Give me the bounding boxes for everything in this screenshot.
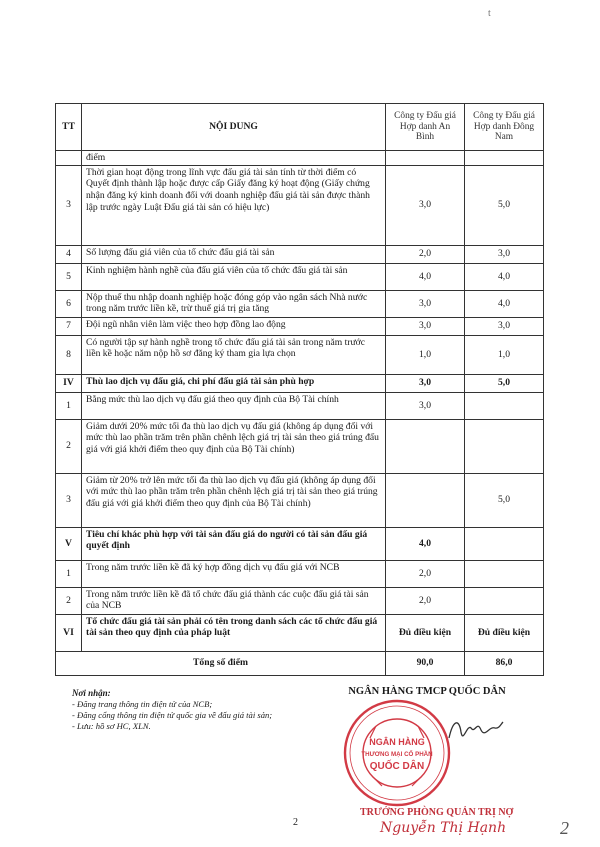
row-content: Giảm dưới 20% mức tối đa thù lao dịch vụ đấu giá (không áp dụng đối với mức thù lao phần trăm trên phần chênh lệch giá trị tài sản theo giá trúng đấu giá với giá khởi điểm theo quy định của Bộ Tài chính) xyxy=(82,419,386,473)
table-header-row xyxy=(56,104,544,151)
header-company-2: Công ty Đấu giá Hợp danh Đông Nam xyxy=(465,104,544,151)
recipient-line-2: - Đăng cổng thông tin điện tử quốc gia về đấu giá tài sản; xyxy=(72,709,273,720)
row-score-company-1: 3,0 xyxy=(386,392,465,419)
row-score-company-1: 1,0 xyxy=(386,335,465,374)
row-number: V xyxy=(56,527,82,560)
row-content: Tổ chức đấu giá tài sản phải có tên trong danh sách các tổ chức đấu giá tài sản theo quy định của pháp luật xyxy=(82,614,386,651)
row-number: IV xyxy=(56,374,82,392)
row-number: VI xyxy=(56,614,82,651)
row-score-company-2 xyxy=(465,527,544,560)
row-content: Số lượng đấu giá viên của tổ chức đấu giá tài sản xyxy=(82,245,386,263)
table-row xyxy=(56,317,544,335)
header-company-1: Công ty Đấu giá Hợp danh An Bình xyxy=(386,104,465,151)
row-score-company-2 xyxy=(465,151,544,166)
row-score-company-2: 3,0 xyxy=(465,245,544,263)
row-number: 8 xyxy=(56,335,82,374)
table-row xyxy=(56,560,544,587)
table-row xyxy=(56,419,544,473)
bank-stamp-icon xyxy=(342,698,452,808)
row-number: 7 xyxy=(56,317,82,335)
row-number: 5 xyxy=(56,263,82,290)
row-content: Thời gian hoạt động trong lĩnh vực đấu giá tài sản tính từ thời điểm có Quyết định thành lập hoặc được cấp Giấy đăng ký hoạt động (Giấy chứng nhận đăng ký kinh doanh đối với doanh nghiệp đấu giá tài sản được thành lập trước ngày Luật Đấu giá tài sản có hiệu lực) xyxy=(82,165,386,245)
row-content: điểm xyxy=(82,151,386,166)
total-company-1: 90,0 xyxy=(386,651,465,675)
row-content: Tiêu chí khác phù hợp với tài sản đấu giá do người có tài sản đấu giá quyết định xyxy=(82,527,386,560)
total-company-2: 86,0 xyxy=(465,651,544,675)
row-score-company-2 xyxy=(465,419,544,473)
table-body xyxy=(56,151,544,652)
row-content: Trong năm trước liền kề đã tổ chức đấu giá thành các cuộc đấu giá tài sản của NCB xyxy=(82,587,386,614)
table-row xyxy=(56,290,544,317)
svg-text:NGÂN HÀNG: NGÂN HÀNG xyxy=(369,737,425,747)
row-score-company-1 xyxy=(386,151,465,166)
table-row xyxy=(56,392,544,419)
row-score-company-2: 4,0 xyxy=(465,290,544,317)
signer-role: TRƯỞNG PHÒNG QUẢN TRỊ NỢ xyxy=(360,807,514,818)
row-score-company-1: 4,0 xyxy=(386,263,465,290)
row-score-company-2: 5,0 xyxy=(465,473,544,527)
top-mark: t xyxy=(488,8,491,19)
evaluation-table xyxy=(55,103,544,676)
row-score-company-1 xyxy=(386,473,465,527)
row-score-company-1: 3,0 xyxy=(386,374,465,392)
recipients-block xyxy=(72,688,302,731)
svg-text:QUỐC DÂN: QUỐC DÂN xyxy=(369,761,425,772)
row-score-company-2 xyxy=(465,560,544,587)
recipients-title: Nơi nhận: xyxy=(72,688,111,698)
table-row xyxy=(56,165,544,245)
corner-mark: 2 xyxy=(560,818,569,838)
total-label: Tổng số điểm xyxy=(56,651,386,675)
table-row xyxy=(56,245,544,263)
table-row xyxy=(56,335,544,374)
row-score-company-1: 2,0 xyxy=(386,245,465,263)
row-content: Có người tập sự hành nghề trong tổ chức đấu giá tài sản trong năm trước liền kề hoặc năm nộp hồ sơ đăng ký tham gia lựa chọn xyxy=(82,335,386,374)
svg-text:THƯƠNG MẠI CỔ PHẦN: THƯƠNG MẠI CỔ PHẦN xyxy=(361,751,433,758)
signature-icon xyxy=(445,710,505,750)
total-row xyxy=(56,651,544,675)
row-number: 2 xyxy=(56,587,82,614)
recipient-line-3: - Lưu: hồ sơ HC, XLN. xyxy=(72,720,151,731)
row-score-company-1: Đủ điều kiện xyxy=(386,614,465,651)
row-score-company-1: 3,0 xyxy=(386,290,465,317)
signer-name: Nguyễn Thị Hạnh xyxy=(380,820,507,836)
row-content: Thù lao dịch vụ đấu giá, chi phí đấu giá tài sản phù hợp xyxy=(82,374,386,392)
row-score-company-2: 5,0 xyxy=(465,374,544,392)
row-score-company-2 xyxy=(465,587,544,614)
row-number: 3 xyxy=(56,165,82,245)
recipient-line-1: - Đăng trang thông tin điện tử của NCB; xyxy=(72,699,213,710)
row-score-company-2: 5,0 xyxy=(465,165,544,245)
row-score-company-1: 3,0 xyxy=(386,165,465,245)
table-row xyxy=(56,587,544,614)
page-number: 2 xyxy=(293,817,298,828)
row-content: Giảm từ 20% trở lên mức tối đa thù lao dịch vụ đấu giá (không áp dụng đối với mức thù lao phần trăm trên phần chênh lệch giá trị tài sản theo giá trúng đấu giá với giá khởi điểm theo quy định của Bộ Tài chính) xyxy=(82,473,386,527)
row-number xyxy=(56,151,82,166)
row-number: 6 xyxy=(56,290,82,317)
row-score-company-1: 3,0 xyxy=(386,317,465,335)
row-score-company-1: 4,0 xyxy=(386,527,465,560)
row-score-company-2: 4,0 xyxy=(465,263,544,290)
header-content: NỘI DUNG xyxy=(82,104,386,151)
row-content: Bằng mức thù lao dịch vụ đấu giá theo quy định của Bộ Tài chính xyxy=(82,392,386,419)
row-score-company-1 xyxy=(386,419,465,473)
row-score-company-1: 2,0 xyxy=(386,560,465,587)
table-row xyxy=(56,473,544,527)
row-content: Nộp thuế thu nhập doanh nghiệp hoặc đóng góp vào ngân sách Nhà nước trong năm trước liền kề, trừ thuế giá trị gia tăng xyxy=(82,290,386,317)
row-content: Trong năm trước liền kề đã ký hợp đồng dịch vụ đấu giá với NCB xyxy=(82,560,386,587)
bank-title: NGÂN HÀNG TMCP QUỐC DÂN xyxy=(348,686,506,697)
row-number: 2 xyxy=(56,419,82,473)
header-tt: TT xyxy=(56,104,82,151)
row-number: 4 xyxy=(56,245,82,263)
row-score-company-2: 1,0 xyxy=(465,335,544,374)
row-content: Đội ngũ nhân viên làm việc theo hợp đồng lao động xyxy=(82,317,386,335)
row-content: Kinh nghiệm hành nghề của đấu giá viên của tổ chức đấu giá tài sản xyxy=(82,263,386,290)
table-row xyxy=(56,614,544,651)
table-row xyxy=(56,151,544,166)
row-number: 1 xyxy=(56,560,82,587)
row-score-company-2: 3,0 xyxy=(465,317,544,335)
row-score-company-2: Đủ điều kiện xyxy=(465,614,544,651)
row-score-company-1: 2,0 xyxy=(386,587,465,614)
table-row xyxy=(56,263,544,290)
table-row xyxy=(56,374,544,392)
row-score-company-2 xyxy=(465,392,544,419)
row-number: 1 xyxy=(56,392,82,419)
row-number: 3 xyxy=(56,473,82,527)
table-row xyxy=(56,527,544,560)
